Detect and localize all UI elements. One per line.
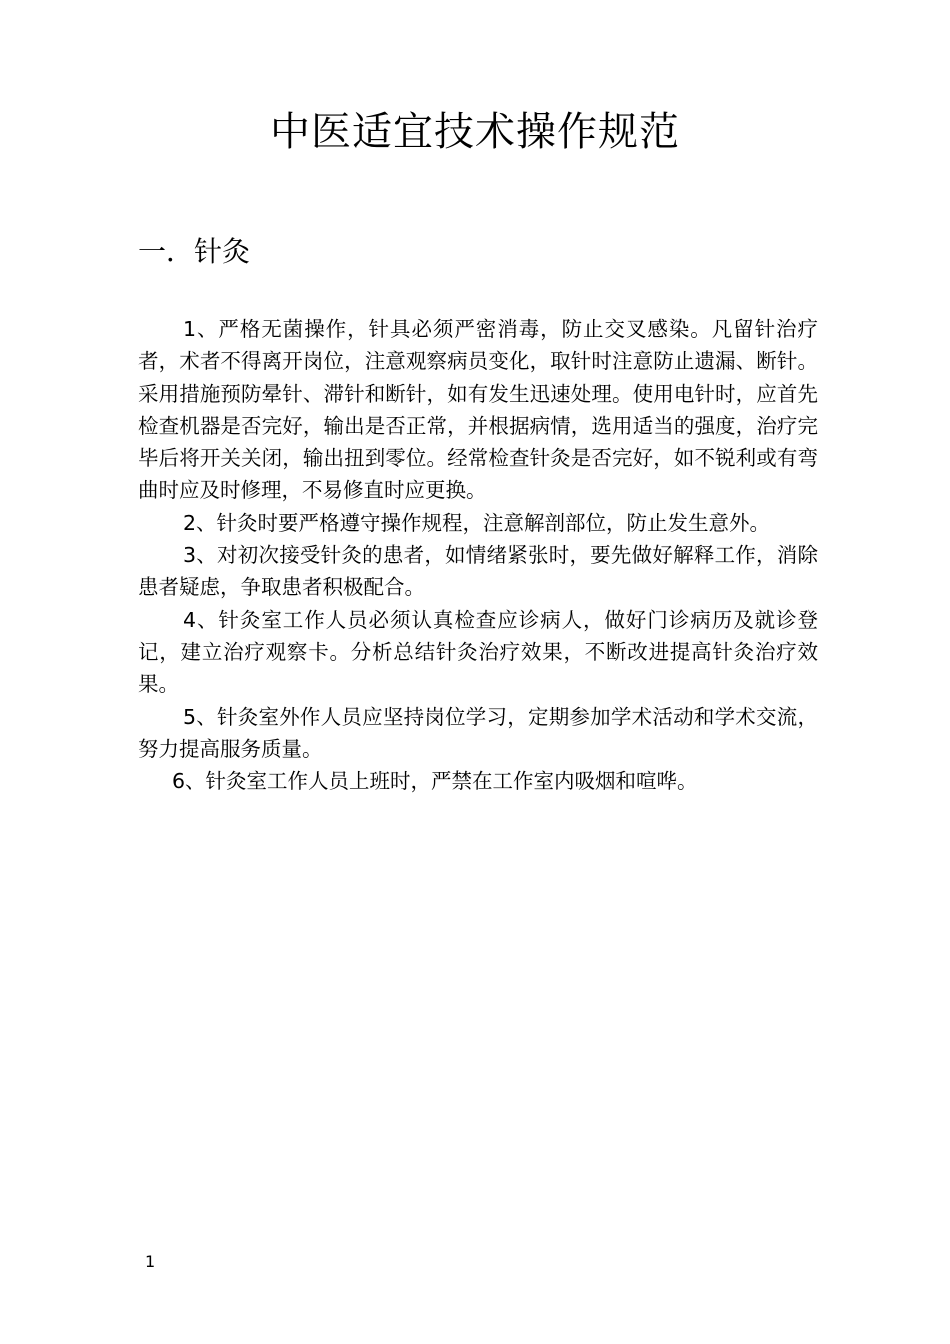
page-number: 1	[145, 1252, 156, 1271]
paragraph-1: 1、严格无菌操作，针具必须严密消毒，防止交叉感染。凡留针治疗者，术者不得离开岗位，注意观察病员变化，取针时注意防止遗漏、断针。采用措施预防晕针、滞针和断针，如有发生迅速处理。使用电针时，应首先检查机器是否完好，输出是否正常，并根据病情，选用适当的强度，治疗完毕后将开关关闭，输出扭到零位。经常检查针灸是否完好，如不锐利或有弯曲时应及时修理，不易修直时应更换。	[138, 317, 818, 503]
paragraph-5: 5、针灸室外作人员应坚持岗位学习，定期参加学术活动和学术交流，努力提高服务质量。	[138, 704, 818, 761]
section-heading: 一．针灸	[138, 235, 251, 268]
paragraph-4: 4、针灸室工作人员必须认真检查应诊病人，做好门诊病历及就诊登记，建立治疗观察卡。分析总结针灸治疗效果，不断改进提高针灸治疗效果。	[138, 607, 818, 697]
body-text	[138, 313, 818, 797]
page-title: 中医适宜技术操作规范	[270, 109, 680, 155]
paragraph-3: 3、对初次接受针灸的患者，如情绪紧张时，要先做好解释工作，消除患者疑虑，争取患者积极配合。	[138, 543, 818, 600]
paragraph-6: 6、针灸室工作人员上班时，严禁在工作室内吸烟和喧哗。	[172, 769, 698, 794]
paragraph-2: 2、针灸时要严格遵守操作规程，注意解剖部位，防止发生意外。	[183, 510, 771, 535]
